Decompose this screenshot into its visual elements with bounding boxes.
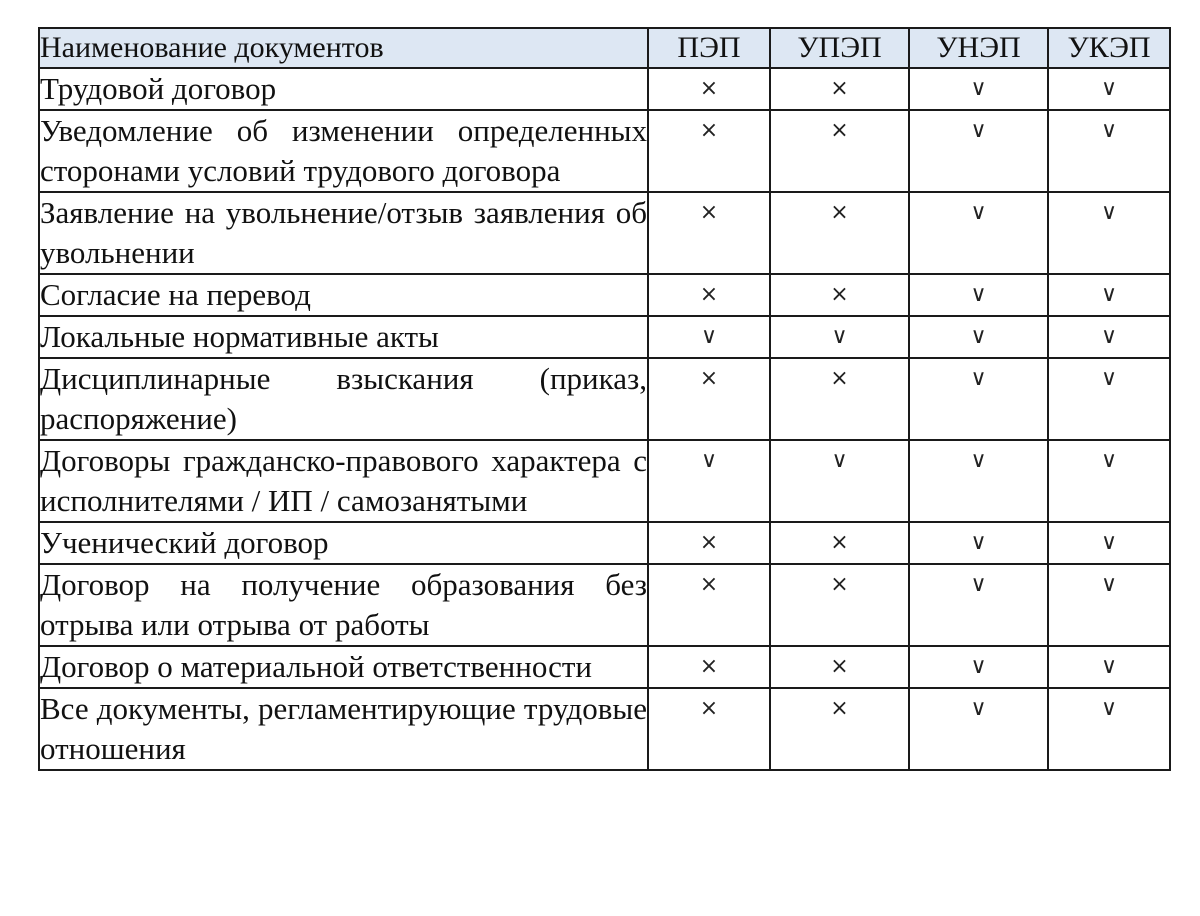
mark-unep: ∨ xyxy=(909,68,1048,110)
table-row xyxy=(39,358,1170,440)
mark-pep: × xyxy=(648,646,770,688)
mark-unep: ∨ xyxy=(909,440,1048,522)
table-row xyxy=(39,68,1170,110)
table-row xyxy=(39,646,1170,688)
header-upep: УПЭП xyxy=(770,28,909,68)
mark-ukep: ∨ xyxy=(1048,440,1170,522)
mark-ukep: ∨ xyxy=(1048,192,1170,274)
mark-upep: × xyxy=(770,274,909,316)
mark-pep: × xyxy=(648,688,770,770)
mark-unep: ∨ xyxy=(909,110,1048,192)
mark-unep: ∨ xyxy=(909,564,1048,646)
mark-upep: × xyxy=(770,522,909,564)
mark-unep: ∨ xyxy=(909,522,1048,564)
mark-unep: ∨ xyxy=(909,358,1048,440)
header-unep: УНЭП xyxy=(909,28,1048,68)
document-name: Договор о материальной ответственности xyxy=(39,646,648,688)
table-row xyxy=(39,192,1170,274)
mark-pep: × xyxy=(648,358,770,440)
mark-ukep: ∨ xyxy=(1048,358,1170,440)
mark-upep: × xyxy=(770,358,909,440)
mark-pep: × xyxy=(648,564,770,646)
document-name: Трудовой договор xyxy=(39,68,648,110)
mark-upep: × xyxy=(770,688,909,770)
mark-unep: ∨ xyxy=(909,316,1048,358)
mark-upep: × xyxy=(770,110,909,192)
mark-unep: ∨ xyxy=(909,274,1048,316)
mark-ukep: ∨ xyxy=(1048,316,1170,358)
mark-pep: ∨ xyxy=(648,316,770,358)
mark-unep: ∨ xyxy=(909,192,1048,274)
mark-pep: × xyxy=(648,192,770,274)
table-row xyxy=(39,564,1170,646)
header-ukep: УКЭП xyxy=(1048,28,1170,68)
table-row xyxy=(39,688,1170,770)
mark-upep: ∨ xyxy=(770,316,909,358)
table-header-row xyxy=(39,28,1170,68)
mark-pep: × xyxy=(648,522,770,564)
mark-pep: ∨ xyxy=(648,440,770,522)
mark-upep: × xyxy=(770,564,909,646)
mark-ukep: ∨ xyxy=(1048,68,1170,110)
signature-types-table xyxy=(38,27,1171,771)
document-name: Договор на получение образования без отрыва или отрыва от работы xyxy=(39,564,648,646)
table-row xyxy=(39,440,1170,522)
mark-ukep: ∨ xyxy=(1048,110,1170,192)
document-name: Ученический договор xyxy=(39,522,648,564)
mark-ukep: ∨ xyxy=(1048,274,1170,316)
document-name: Согласие на перевод xyxy=(39,274,648,316)
mark-unep: ∨ xyxy=(909,646,1048,688)
header-document-name: Наименование документов xyxy=(39,28,648,68)
document-name: Все документы, регламентирующие трудовые отношения xyxy=(39,688,648,770)
mark-upep: ∨ xyxy=(770,440,909,522)
mark-pep: × xyxy=(648,110,770,192)
header-pep: ПЭП xyxy=(648,28,770,68)
table-row xyxy=(39,522,1170,564)
table-row xyxy=(39,110,1170,192)
mark-ukep: ∨ xyxy=(1048,646,1170,688)
mark-ukep: ∨ xyxy=(1048,522,1170,564)
mark-ukep: ∨ xyxy=(1048,688,1170,770)
mark-pep: × xyxy=(648,274,770,316)
document-name: Локальные нормативные акты xyxy=(39,316,648,358)
document-table-wrapper xyxy=(38,27,1171,771)
document-name: Уведомление об изменении определенных сторонами условий трудового договора xyxy=(39,110,648,192)
mark-unep: ∨ xyxy=(909,688,1048,770)
table-row xyxy=(39,274,1170,316)
mark-upep: × xyxy=(770,68,909,110)
table-row xyxy=(39,316,1170,358)
document-name: Договоры гражданско-правового характера с исполнителями / ИП / самозанятыми xyxy=(39,440,648,522)
mark-upep: × xyxy=(770,192,909,274)
mark-upep: × xyxy=(770,646,909,688)
document-name: Заявление на увольнение/отзыв заявления об увольнении xyxy=(39,192,648,274)
mark-ukep: ∨ xyxy=(1048,564,1170,646)
document-name: Дисциплинарные взыскания (приказ, распоряжение) xyxy=(39,358,648,440)
mark-pep: × xyxy=(648,68,770,110)
